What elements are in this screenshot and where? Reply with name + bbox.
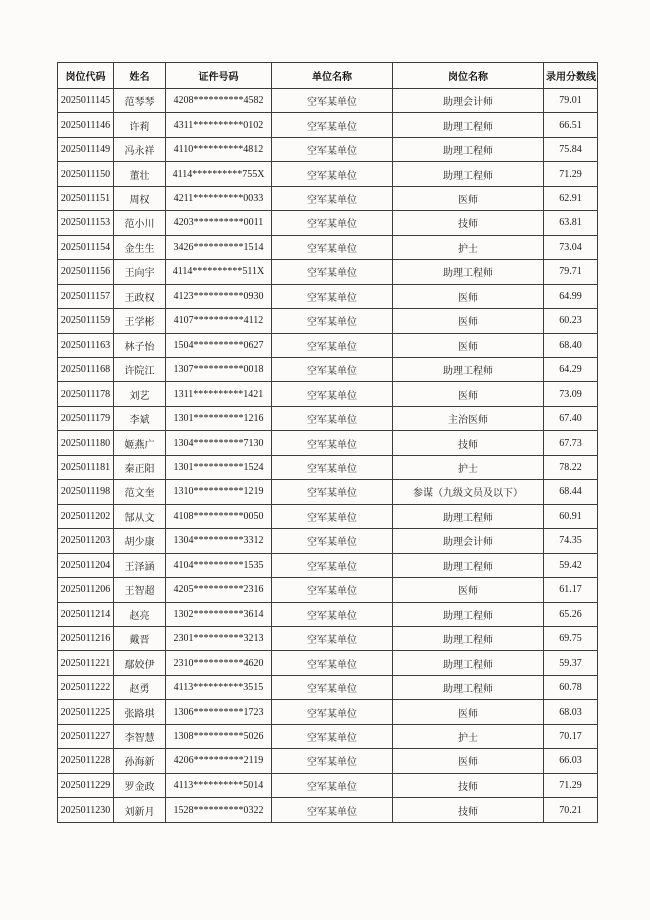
- recruitment-score-table: [57, 62, 598, 823]
- cell-name: 秦正阳: [114, 455, 166, 479]
- cell-name: 金生生: [114, 235, 166, 259]
- cell-unit-name: 空军某单位: [272, 651, 393, 675]
- cell-position-name: 技师: [393, 773, 544, 797]
- cell-score: 59.42: [544, 553, 598, 577]
- cell-position-code: 2025011216: [58, 626, 114, 650]
- cell-unit-name: 空军某单位: [272, 749, 393, 773]
- cell-unit-name: 空军某单位: [272, 162, 393, 186]
- cell-position-code: 2025011203: [58, 529, 114, 553]
- cell-name: 郜从文: [114, 504, 166, 528]
- table-row: [58, 284, 598, 308]
- cell-unit-name: 空军某单位: [272, 333, 393, 357]
- cell-id-number: 1504**********0627: [166, 333, 272, 357]
- cell-position-code: 2025011146: [58, 113, 114, 137]
- cell-position-name: 技师: [393, 798, 544, 823]
- cell-id-number: 1311**********1421: [166, 382, 272, 406]
- cell-score: 66.51: [544, 113, 598, 137]
- cell-name: 冯永祥: [114, 137, 166, 161]
- cell-id-number: 4110**********4812: [166, 137, 272, 161]
- cell-name: 刘新月: [114, 798, 166, 823]
- cell-unit-name: 空军某单位: [272, 626, 393, 650]
- cell-position-name: 助理会计师: [393, 529, 544, 553]
- cell-position-code: 2025011222: [58, 675, 114, 699]
- cell-unit-name: 空军某单位: [272, 480, 393, 504]
- cell-position-code: 2025011163: [58, 333, 114, 357]
- table-row: [58, 529, 598, 553]
- cell-score: 68.03: [544, 700, 598, 724]
- cell-unit-name: 空军某单位: [272, 406, 393, 430]
- cell-unit-name: 空军某单位: [272, 455, 393, 479]
- cell-position-name: 助理工程师: [393, 651, 544, 675]
- cell-position-code: 2025011156: [58, 260, 114, 284]
- table-row: [58, 162, 598, 186]
- cell-name: 王智超: [114, 578, 166, 602]
- cell-name: 戴晋: [114, 626, 166, 650]
- cell-id-number: 1528**********0322: [166, 798, 272, 823]
- cell-name: 许院江: [114, 357, 166, 381]
- cell-position-name: 医师: [393, 749, 544, 773]
- cell-unit-name: 空军某单位: [272, 260, 393, 284]
- cell-id-number: 1307**********0018: [166, 357, 272, 381]
- cell-score: 64.29: [544, 357, 598, 381]
- cell-name: 范小川: [114, 211, 166, 235]
- cell-position-code: 2025011150: [58, 162, 114, 186]
- cell-position-code: 2025011204: [58, 553, 114, 577]
- table-row: [58, 137, 598, 161]
- cell-unit-name: 空军某单位: [272, 724, 393, 748]
- cell-position-code: 2025011181: [58, 455, 114, 479]
- table-body: [58, 89, 598, 823]
- table-row: [58, 431, 598, 455]
- cell-id-number: 4211**********0033: [166, 186, 272, 210]
- cell-position-name: 助理工程师: [393, 260, 544, 284]
- cell-id-number: 4114**********755X: [166, 162, 272, 186]
- cell-score: 59.37: [544, 651, 598, 675]
- cell-position-name: 医师: [393, 284, 544, 308]
- cell-position-code: 2025011157: [58, 284, 114, 308]
- cell-position-name: 助理工程师: [393, 602, 544, 626]
- cell-id-number: 2301**********3213: [166, 626, 272, 650]
- cell-score: 78.22: [544, 455, 598, 479]
- cell-score: 71.29: [544, 162, 598, 186]
- cell-position-name: 参谋（九级文员及以下）: [393, 480, 544, 504]
- table-row: [58, 602, 598, 626]
- cell-id-number: 2310**********4620: [166, 651, 272, 675]
- cell-unit-name: 空军某单位: [272, 431, 393, 455]
- cell-unit-name: 空军某单位: [272, 284, 393, 308]
- cell-name: 董壮: [114, 162, 166, 186]
- cell-score: 67.40: [544, 406, 598, 430]
- cell-unit-name: 空军某单位: [272, 186, 393, 210]
- cell-position-name: 医师: [393, 700, 544, 724]
- cell-unit-name: 空军某单位: [272, 211, 393, 235]
- cell-score: 60.23: [544, 309, 598, 333]
- cell-score: 65.26: [544, 602, 598, 626]
- table-row: [58, 724, 598, 748]
- cell-name: 鄢姣伊: [114, 651, 166, 675]
- header-cell-position-code: 岗位代码: [58, 63, 114, 89]
- cell-unit-name: 空军某单位: [272, 798, 393, 823]
- cell-position-code: 2025011159: [58, 309, 114, 333]
- cell-unit-name: 空军某单位: [272, 602, 393, 626]
- header-cell-name: 姓名: [114, 63, 166, 89]
- cell-name: 周权: [114, 186, 166, 210]
- table-row: [58, 235, 598, 259]
- table-row: [58, 211, 598, 235]
- cell-score: 62.91: [544, 186, 598, 210]
- cell-name: 李斌: [114, 406, 166, 430]
- cell-position-code: 2025011180: [58, 431, 114, 455]
- cell-name: 王向宇: [114, 260, 166, 284]
- cell-id-number: 4208**********4582: [166, 89, 272, 113]
- cell-id-number: 4205**********2316: [166, 578, 272, 602]
- cell-position-code: 2025011227: [58, 724, 114, 748]
- cell-position-name: 护士: [393, 235, 544, 259]
- cell-name: 李智慧: [114, 724, 166, 748]
- cell-score: 73.09: [544, 382, 598, 406]
- cell-position-name: 助理工程师: [393, 626, 544, 650]
- cell-unit-name: 空军某单位: [272, 235, 393, 259]
- cell-id-number: 1301**********1216: [166, 406, 272, 430]
- table-row: [58, 626, 598, 650]
- cell-score: 73.04: [544, 235, 598, 259]
- cell-position-name: 医师: [393, 186, 544, 210]
- table-row: [58, 455, 598, 479]
- cell-id-number: 4113**********5014: [166, 773, 272, 797]
- cell-name: 范文奎: [114, 480, 166, 504]
- cell-position-code: 2025011229: [58, 773, 114, 797]
- table-row: [58, 333, 598, 357]
- cell-name: 张路琪: [114, 700, 166, 724]
- cell-position-name: 护士: [393, 724, 544, 748]
- cell-position-name: 助理工程师: [393, 162, 544, 186]
- cell-score: 60.91: [544, 504, 598, 528]
- cell-position-code: 2025011225: [58, 700, 114, 724]
- cell-score: 68.44: [544, 480, 598, 504]
- table-row: [58, 798, 598, 823]
- cell-position-name: 助理工程师: [393, 137, 544, 161]
- cell-position-code: 2025011198: [58, 480, 114, 504]
- cell-id-number: 1310**********1219: [166, 480, 272, 504]
- cell-name: 赵勇: [114, 675, 166, 699]
- cell-name: 王学彬: [114, 309, 166, 333]
- table-header-row: [58, 63, 598, 89]
- table-row: [58, 578, 598, 602]
- cell-name: 王政权: [114, 284, 166, 308]
- table-row: [58, 651, 598, 675]
- cell-position-name: 医师: [393, 333, 544, 357]
- cell-score: 70.17: [544, 724, 598, 748]
- cell-name: 胡少康: [114, 529, 166, 553]
- cell-position-code: 2025011179: [58, 406, 114, 430]
- cell-unit-name: 空军某单位: [272, 357, 393, 381]
- cell-position-name: 助理工程师: [393, 675, 544, 699]
- cell-score: 61.17: [544, 578, 598, 602]
- table-row: [58, 89, 598, 113]
- cell-id-number: 1304**********7130: [166, 431, 272, 455]
- table-row: [58, 749, 598, 773]
- cell-score: 70.21: [544, 798, 598, 823]
- cell-score: 71.29: [544, 773, 598, 797]
- cell-position-code: 2025011168: [58, 357, 114, 381]
- cell-unit-name: 空军某单位: [272, 553, 393, 577]
- cell-score: 66.03: [544, 749, 598, 773]
- cell-score: 63.81: [544, 211, 598, 235]
- cell-position-name: 医师: [393, 578, 544, 602]
- cell-position-code: 2025011145: [58, 89, 114, 113]
- cell-id-number: 4107**********4112: [166, 309, 272, 333]
- cell-id-number: 1302**********3614: [166, 602, 272, 626]
- table-row: [58, 675, 598, 699]
- cell-position-name: 医师: [393, 309, 544, 333]
- table-row: [58, 700, 598, 724]
- header-cell-id-number: 证件号码: [166, 63, 272, 89]
- table-row: [58, 260, 598, 284]
- cell-score: 60.78: [544, 675, 598, 699]
- cell-unit-name: 空军某单位: [272, 529, 393, 553]
- cell-id-number: 1304**********3312: [166, 529, 272, 553]
- cell-unit-name: 空军某单位: [272, 113, 393, 137]
- cell-score: 69.75: [544, 626, 598, 650]
- cell-position-name: 助理工程师: [393, 553, 544, 577]
- cell-position-name: 护士: [393, 455, 544, 479]
- cell-position-code: 2025011154: [58, 235, 114, 259]
- cell-id-number: 1301**********1524: [166, 455, 272, 479]
- cell-id-number: 4108**********0050: [166, 504, 272, 528]
- cell-score: 79.71: [544, 260, 598, 284]
- cell-unit-name: 空军某单位: [272, 382, 393, 406]
- cell-position-name: 主治医师: [393, 406, 544, 430]
- cell-id-number: 4206**********2119: [166, 749, 272, 773]
- table-row: [58, 504, 598, 528]
- table-row: [58, 357, 598, 381]
- cell-position-code: 2025011202: [58, 504, 114, 528]
- cell-position-code: 2025011221: [58, 651, 114, 675]
- cell-position-name: 医师: [393, 382, 544, 406]
- table-row: [58, 480, 598, 504]
- table-row: [58, 113, 598, 137]
- table-row: [58, 382, 598, 406]
- cell-name: 姬燕广: [114, 431, 166, 455]
- cell-id-number: 3426**********1514: [166, 235, 272, 259]
- cell-name: 王泽涵: [114, 553, 166, 577]
- cell-position-name: 助理会计师: [393, 89, 544, 113]
- cell-position-code: 2025011214: [58, 602, 114, 626]
- cell-score: 74.35: [544, 529, 598, 553]
- cell-unit-name: 空军某单位: [272, 675, 393, 699]
- table-row: [58, 186, 598, 210]
- cell-position-code: 2025011153: [58, 211, 114, 235]
- cell-name: 赵亮: [114, 602, 166, 626]
- cell-position-name: 技师: [393, 431, 544, 455]
- cell-score: 75.84: [544, 137, 598, 161]
- cell-id-number: 4123**********0930: [166, 284, 272, 308]
- cell-name: 范琴琴: [114, 89, 166, 113]
- cell-position-code: 2025011151: [58, 186, 114, 210]
- table-row: [58, 309, 598, 333]
- cell-name: 许莉: [114, 113, 166, 137]
- cell-position-code: 2025011228: [58, 749, 114, 773]
- cell-name: 罗金政: [114, 773, 166, 797]
- cell-id-number: 1308**********5026: [166, 724, 272, 748]
- cell-unit-name: 空军某单位: [272, 89, 393, 113]
- cell-unit-name: 空军某单位: [272, 700, 393, 724]
- cell-position-name: 助理工程师: [393, 357, 544, 381]
- cell-name: 刘艺: [114, 382, 166, 406]
- cell-unit-name: 空军某单位: [272, 504, 393, 528]
- cell-score: 64.99: [544, 284, 598, 308]
- cell-id-number: 4104**********1535: [166, 553, 272, 577]
- cell-name: 孙海新: [114, 749, 166, 773]
- table-row: [58, 406, 598, 430]
- cell-unit-name: 空军某单位: [272, 773, 393, 797]
- cell-id-number: 4114**********511X: [166, 260, 272, 284]
- cell-position-code: 2025011206: [58, 578, 114, 602]
- cell-name: 林子怡: [114, 333, 166, 357]
- cell-score: 67.73: [544, 431, 598, 455]
- cell-position-code: 2025011230: [58, 798, 114, 823]
- cell-unit-name: 空军某单位: [272, 137, 393, 161]
- cell-position-name: 技师: [393, 211, 544, 235]
- cell-score: 68.40: [544, 333, 598, 357]
- cell-id-number: 4311**********0102: [166, 113, 272, 137]
- cell-id-number: 4113**********3515: [166, 675, 272, 699]
- cell-position-name: 助理工程师: [393, 113, 544, 137]
- cell-position-code: 2025011149: [58, 137, 114, 161]
- header-cell-score-line: 录用分数线: [544, 63, 598, 89]
- cell-position-name: 助理工程师: [393, 504, 544, 528]
- table-row: [58, 773, 598, 797]
- cell-score: 79.01: [544, 89, 598, 113]
- header-cell-unit-name: 单位名称: [272, 63, 393, 89]
- cell-unit-name: 空军某单位: [272, 309, 393, 333]
- table-row: [58, 553, 598, 577]
- cell-position-code: 2025011178: [58, 382, 114, 406]
- header-cell-position-name: 岗位名称: [393, 63, 544, 89]
- cell-unit-name: 空军某单位: [272, 578, 393, 602]
- cell-id-number: 1306**********1723: [166, 700, 272, 724]
- cell-id-number: 4203**********0011: [166, 211, 272, 235]
